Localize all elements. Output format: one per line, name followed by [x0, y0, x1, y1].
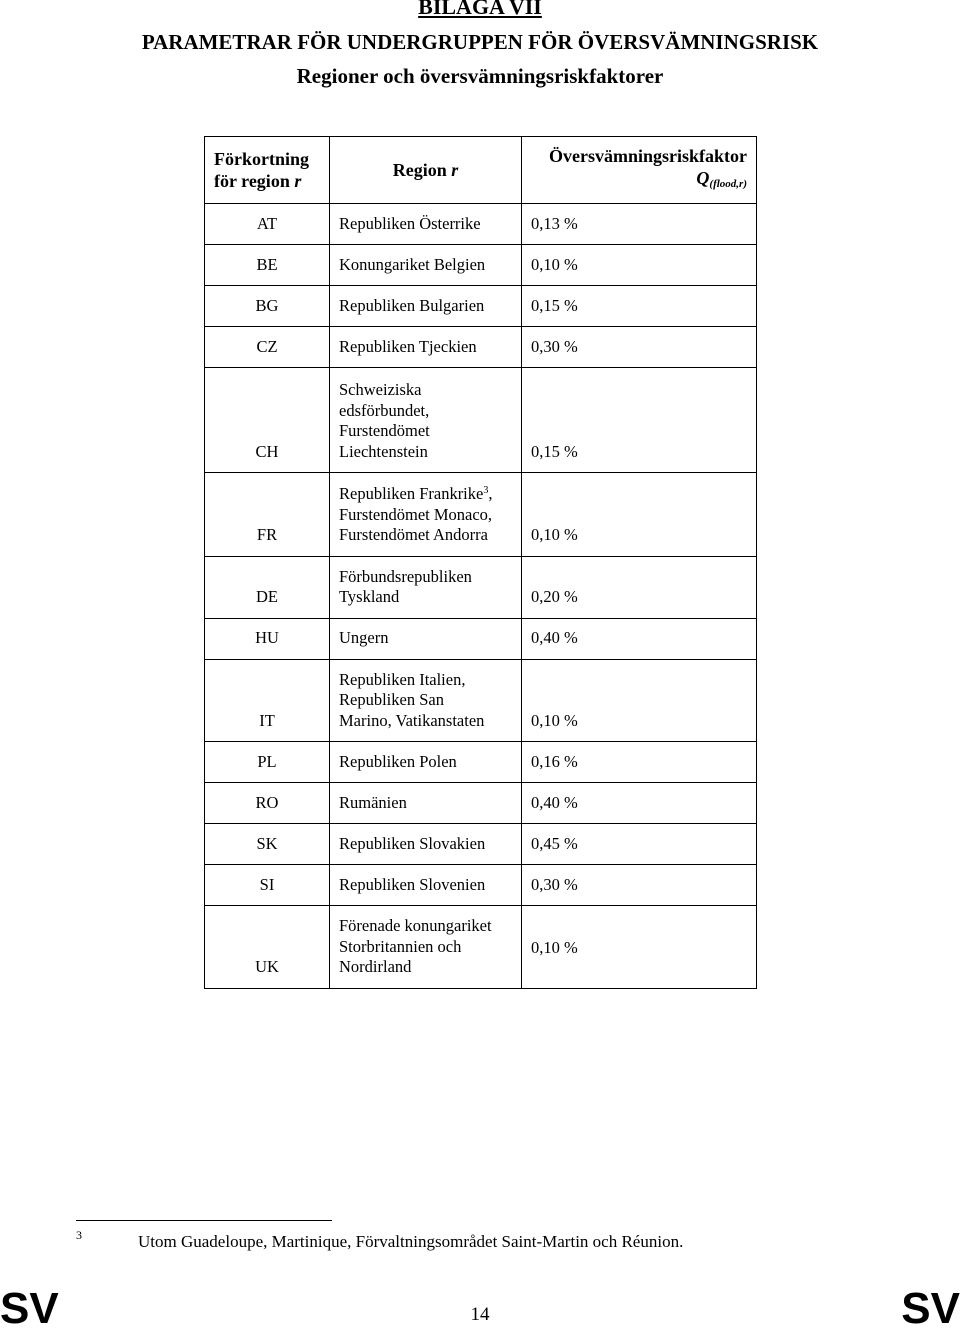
table-row [205, 204, 757, 245]
header-abbr-var: r [294, 171, 302, 191]
table-row [205, 783, 757, 824]
flood-factor: 0,10 % [522, 906, 757, 989]
flood-factor: 0,10 % [522, 245, 757, 286]
region-abbr: AT [205, 204, 330, 245]
header-factor-subscript: (flood,r) [709, 178, 747, 190]
language-code-right: SV [901, 1284, 960, 1333]
region-abbr: PL [205, 742, 330, 783]
sub-title: Regioner och översvämningsriskfaktorer [296, 64, 664, 88]
region-abbr: HU [205, 618, 330, 659]
table-row [205, 906, 757, 989]
header-abbreviation [205, 137, 330, 204]
header-factor-symbol: Q [696, 168, 710, 188]
region-name: Konungariket Belgien [330, 245, 522, 286]
region-abbr: BG [205, 286, 330, 327]
table-row [205, 865, 757, 906]
header-region-var: r [451, 160, 459, 180]
header-abbr-line1: Förkortning [214, 149, 310, 169]
flood-factor: 0,20 % [522, 556, 757, 618]
region-name: Förbundsrepubliken Tyskland [330, 556, 522, 618]
page-number: 14 [470, 1304, 490, 1325]
table-row [205, 556, 757, 618]
region-abbr: FR [205, 473, 330, 557]
table-row [205, 368, 757, 473]
flood-factor: 0,10 % [522, 473, 757, 557]
table-row [205, 618, 757, 659]
flood-factor: 0,15 % [522, 286, 757, 327]
region-name: Republiken Tjeckien [330, 327, 522, 368]
region-abbr: IT [205, 659, 330, 742]
footnote-mark: 3 [76, 1228, 82, 1242]
region-abbr: CZ [205, 327, 330, 368]
region-abbr: UK [205, 906, 330, 989]
flood-factor: 0,15 % [522, 368, 757, 473]
region-abbr: SI [205, 865, 330, 906]
region-name: Ungern [330, 618, 522, 659]
flood-factor: 0,45 % [522, 824, 757, 865]
footnote-reference[interactable]: 3 [483, 485, 489, 496]
header-factor-label: Översvämningsriskfaktor [549, 146, 747, 166]
table-row [205, 824, 757, 865]
footnote-text: Utom Guadeloupe, Martinique, Förvaltningsområdet Saint-Martin och Réunion. [138, 1232, 684, 1251]
table-row [205, 286, 757, 327]
language-code-left: SV [0, 1284, 59, 1333]
region-name: Förenade konungariket Storbritannien och Nordirland [330, 906, 522, 989]
header-factor [522, 137, 757, 204]
flood-factor: 0,40 % [522, 783, 757, 824]
flood-factor: 0,30 % [522, 327, 757, 368]
table-row [205, 742, 757, 783]
region-abbr: BE [205, 245, 330, 286]
table-row [205, 473, 757, 557]
header-region-label: Region [392, 160, 447, 180]
header-abbr-line2: för region [214, 171, 290, 191]
region-name: Republiken Italien, Republiken San Marino, Vatikanstaten [330, 659, 522, 742]
region-name: Republiken Frankrike$^3$, Furstendömet Monaco, Furstendömet Andorra [330, 473, 522, 557]
region-name: Schweiziska edsförbundet, Furstendömet Liechtenstein [330, 368, 522, 473]
main-title: PARAMETRAR FÖR UNDERGRUPPEN FÖR ÖVERSVÄMNINGSRISK [141, 30, 819, 54]
flood-factor: 0,10 % [522, 659, 757, 742]
table-header-row [205, 137, 757, 204]
annex-title: BILAGA VII [418, 0, 542, 19]
flood-factor: 0,16 % [522, 742, 757, 783]
region-abbr: SK [205, 824, 330, 865]
region-name: Republiken Slovenien [330, 865, 522, 906]
table-row [205, 659, 757, 742]
region-name: Republiken Polen [330, 742, 522, 783]
flood-factor: 0,40 % [522, 618, 757, 659]
region-name: Republiken Slovakien [330, 824, 522, 865]
table-row [205, 245, 757, 286]
region-name: Republiken Österrike [330, 204, 522, 245]
table-row [205, 327, 757, 368]
region-abbr: RO [205, 783, 330, 824]
region-abbr: DE [205, 556, 330, 618]
flood-factor: 0,13 % [522, 204, 757, 245]
flood-factor: 0,30 % [522, 865, 757, 906]
region-name: Republiken Bulgarien [330, 286, 522, 327]
header-region [330, 137, 522, 204]
footnote-separator [76, 1220, 332, 1221]
flood-risk-table [204, 136, 757, 989]
region-abbr: CH [205, 368, 330, 473]
region-name: Rumänien [330, 783, 522, 824]
